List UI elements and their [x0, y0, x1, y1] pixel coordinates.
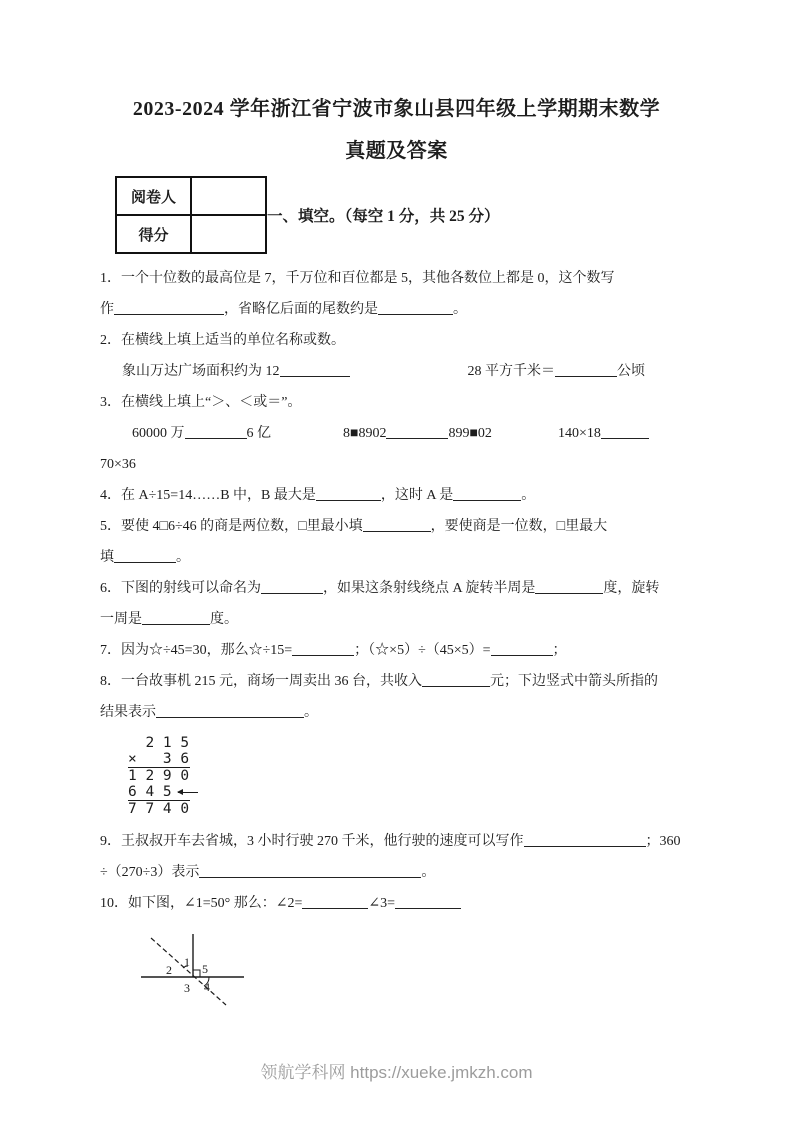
answer-blank — [142, 611, 210, 625]
question-1 — [100, 263, 693, 325]
mult-multiplicand: 2 1 5 — [128, 735, 190, 751]
question-line — [100, 573, 693, 604]
text-run: 8．一台故事机 215 元，商场一周卖出 36 台，共收入 — [100, 674, 422, 689]
grader-label: 阅卷人 — [116, 177, 191, 215]
question-4 — [100, 480, 693, 511]
answer-blank — [316, 487, 381, 501]
answer-blank — [114, 549, 176, 563]
question-line — [100, 449, 693, 480]
answer-blank — [261, 580, 323, 594]
answer-blank — [395, 895, 461, 909]
vertical-multiplication — [128, 735, 190, 817]
text-run: ；（☆×5）÷（45×5）= — [354, 643, 491, 658]
answer-blank — [535, 580, 603, 594]
question-line — [100, 387, 693, 418]
answer-blank — [302, 895, 368, 909]
answer-blank — [453, 487, 521, 501]
question-3 — [100, 387, 693, 480]
answer-blank — [185, 425, 247, 439]
text-run: 度。 — [210, 612, 238, 627]
text-run: 6．下图的射线可以命名为 — [100, 581, 261, 596]
question-line — [100, 294, 693, 325]
text-run: 结果表示 — [100, 705, 156, 720]
table-row — [116, 215, 266, 253]
text-run: ；360 — [645, 834, 681, 849]
answer-blank — [156, 704, 304, 718]
question-line — [100, 635, 693, 666]
mult-multiplier: × 3 6 — [128, 751, 190, 767]
answer-blank — [292, 642, 354, 656]
text-run: 140×18 — [557, 426, 601, 441]
text-run: 7．因为☆÷45=30，那么☆÷15= — [100, 643, 293, 658]
angle-label-5: 5 — [202, 962, 208, 976]
text-run: 60000 万 — [132, 426, 185, 441]
watermark-footer: 领航学科网 https://xueke.jmkzh.com — [260, 1063, 533, 1082]
angle-label-2: 2 — [166, 963, 172, 977]
text-run: 5．要使 4□6÷46 的商是两位数，□里最小填 — [100, 519, 363, 534]
angle-label-3: 3 — [184, 981, 190, 995]
question-line — [100, 666, 693, 697]
angle-diagram — [134, 925, 254, 1023]
text-run: 元；下边竖式中箭头所指的 — [490, 674, 658, 689]
grader-section-row — [115, 176, 693, 254]
page-title — [0, 88, 793, 172]
text-run: ，如果这条射线绕点 A 旋转半周是 — [323, 581, 536, 596]
content-column — [100, 176, 693, 1028]
title-line-2: 真题及答案 — [345, 140, 448, 162]
text-run: 作 — [100, 302, 114, 317]
text-run: ，省略亿后面的尾数约是 — [224, 302, 378, 317]
answer-blank — [601, 425, 649, 439]
question-line — [100, 604, 693, 635]
angle-label-1: 1 — [184, 955, 190, 969]
score-label: 得分 — [116, 215, 191, 253]
text-run: ÷（270÷3）表示 — [100, 865, 200, 880]
text-run: 2．在横线上填上适当的单位名称或数。 — [100, 333, 345, 348]
text-run: 3．在横线上填上“＞、＜或＝”。 — [100, 395, 302, 410]
text-run: ； — [552, 643, 567, 658]
text-run: 。 — [453, 302, 467, 317]
text-run: 8■8902 — [343, 426, 387, 441]
answer-blank — [422, 673, 490, 687]
question-line — [100, 542, 693, 573]
question-line — [100, 857, 693, 888]
text-run: 。 — [521, 488, 536, 503]
answer-blank — [114, 301, 224, 315]
arrow-left-icon — [177, 789, 198, 795]
question-5 — [100, 511, 693, 573]
text-run: 。 — [304, 705, 318, 720]
question-line — [100, 511, 693, 542]
question-6 — [100, 573, 693, 635]
question-line — [100, 263, 693, 294]
text-run: 。 — [421, 865, 436, 880]
grader-value-cell — [191, 177, 266, 215]
text-run: 度，旋转 — [603, 581, 660, 596]
question-line — [100, 418, 693, 449]
question-7 — [100, 635, 693, 666]
text-run: ，这时 A 是 — [380, 488, 454, 503]
text-run: 10．如下图，∠1=50° 那么：∠2= — [100, 896, 303, 911]
section-heading: 一、填空。（每空 1 分，共 25 分） — [267, 208, 500, 225]
text-run: 1．一个十位数的最高位是 7，千万位和百位都是 5，其他各数位上都是 0，这个数写 — [100, 271, 615, 286]
table-row — [116, 177, 266, 215]
question-8 — [100, 666, 693, 728]
score-value-cell — [191, 215, 266, 253]
text-run: 28 平方千米＝ — [467, 364, 555, 379]
angle-label-4: 4 — [204, 980, 210, 994]
text-run: 象山万达广场面积约为 12 — [122, 364, 280, 379]
text-run: 填 — [100, 550, 114, 565]
question-line — [100, 480, 693, 511]
answer-blank — [386, 425, 448, 439]
question-2 — [100, 325, 693, 387]
text-run: 6 亿 — [246, 426, 271, 441]
question-line — [100, 356, 693, 387]
question-line — [100, 888, 693, 919]
question-9 — [100, 826, 693, 888]
text-run: 。 — [176, 550, 190, 565]
answer-blank — [199, 864, 421, 878]
mult-partial-product-1: 1 2 9 0 — [128, 768, 190, 784]
text-run: 一周是 — [100, 612, 142, 627]
angle-diagram-wrap — [134, 925, 693, 1028]
title-line-1: 2023-2024 学年浙江省宁波市象山县四年级上学期期末数学 — [132, 98, 661, 120]
answer-blank — [491, 642, 553, 656]
text-run: ∠3= — [368, 896, 395, 911]
question-line — [100, 826, 693, 857]
text-run: ，要使商是一位数，□里最大 — [430, 519, 608, 534]
question-line — [100, 697, 693, 728]
text-run: 70×36 — [100, 457, 136, 472]
answer-blank — [280, 363, 350, 377]
answer-blank — [378, 301, 453, 315]
mult-partial-product-2 — [128, 784, 190, 800]
question-line — [100, 325, 693, 356]
answer-blank — [524, 833, 646, 847]
text-run: 9．王叔叔开车去省城，3 小时行驶 270 千米，他行驶的速度可以写作 — [100, 834, 524, 849]
text-run: 899■02 — [448, 426, 492, 441]
question-10 — [100, 888, 693, 919]
answer-blank — [363, 518, 431, 532]
answer-blank — [555, 363, 617, 377]
text-run: 4．在 A÷15=14……B 中，B 最大是 — [100, 488, 316, 503]
mult-final-product: 7 7 4 0 — [128, 801, 190, 817]
question-list — [100, 263, 693, 1028]
text-run: 公顷 — [617, 364, 645, 379]
grader-score-table — [115, 176, 267, 254]
mult-partial-2-digits: 6 4 5 — [128, 784, 172, 800]
